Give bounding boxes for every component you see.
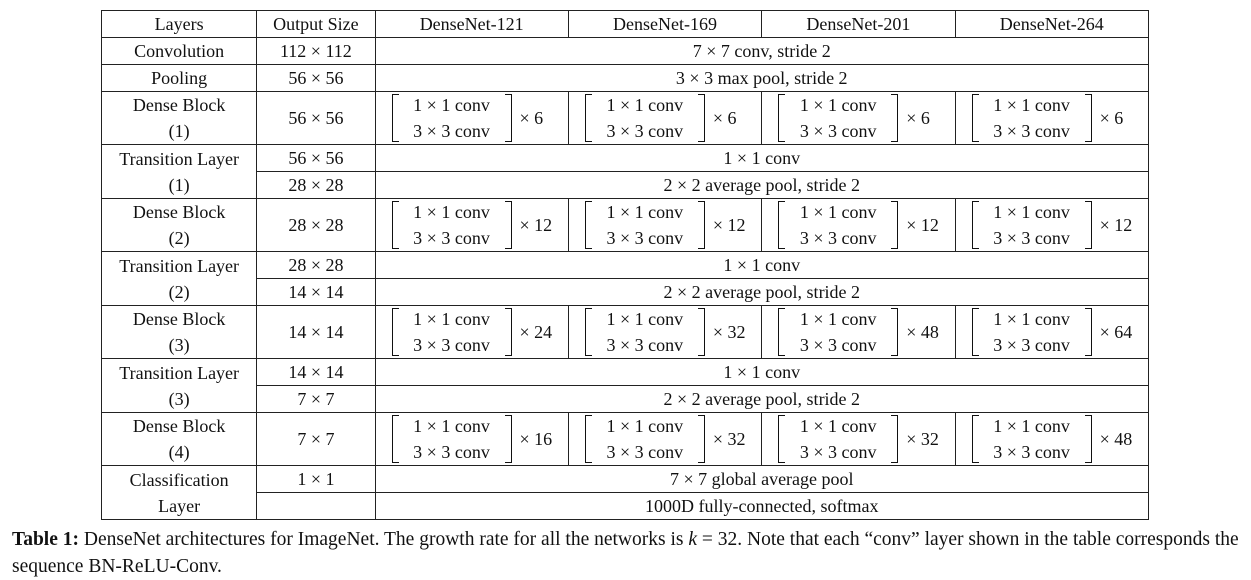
layer-name-line2: (1) [168,121,190,141]
block-multiplier: × 12 [1099,215,1133,235]
bracket-matrix [972,417,1092,461]
layer-name-line1: Classification [129,469,229,490]
layer-name-line2: (1) [168,174,190,195]
output-size-cell: 14 × 14 [257,279,375,306]
bracket-matrix [392,310,512,354]
layer-name-cell [102,252,257,306]
layer-name-line1: Transition Layer [119,255,240,276]
block-spec-cell [955,413,1148,466]
block-line-3x3: 3 × 3 conv [413,228,490,248]
layer-name-cell [102,145,257,199]
block-line-3x3: 3 × 3 conv [606,121,684,141]
table-row-transition-2b [102,279,1149,306]
header-densenet-201: DenseNet-201 [762,11,955,38]
block-multiplier: × 6 [1099,108,1124,128]
bracket-matrix [585,203,705,247]
table-row-transition-3b [102,386,1149,413]
block-spec-cell [762,413,955,466]
bracket-matrix [972,203,1092,247]
caption-text-part1: DenseNet architectures for ImageNet. The growth rate for all the networks is [79,529,689,550]
block-spec-cell [568,92,761,145]
layer-name-line2: (3) [168,388,190,409]
block-multiplier: × 32 [712,322,746,342]
header-layers: Layers [102,11,257,38]
bracket-matrix [778,203,898,247]
densenet-architecture-table-container [101,10,1149,520]
table-row-pooling [102,65,1149,92]
block-line-1x1: 1 × 1 conv [606,95,684,115]
block-spec-cell [955,306,1148,359]
block-multiplier: × 16 [519,429,553,449]
block-line-3x3: 3 × 3 conv [606,442,684,462]
bracket-matrix [392,417,512,461]
output-size-cell: 56 × 56 [257,145,375,172]
layer-name-cell [102,359,257,413]
header-densenet-264: DenseNet-264 [955,11,1148,38]
spec-cell: 1 × 1 conv [375,145,1149,172]
header-densenet-121: DenseNet-121 [375,11,568,38]
block-line-1x1: 1 × 1 conv [799,202,877,222]
block-multiplier: × 32 [906,429,939,449]
densenet-architecture-table [101,10,1149,520]
output-size-cell: 14 × 14 [257,359,375,386]
layer-name-line2: (2) [168,228,190,248]
block-multiplier: × 24 [519,322,553,342]
table-row-dense-block-1 [102,92,1149,145]
block-spec-cell [955,199,1148,252]
bracket-matrix [585,310,705,354]
table-row-dense-block-4 [102,413,1149,466]
block-line-3x3: 3 × 3 conv [993,442,1070,462]
block-multiplier: × 6 [519,108,544,128]
block-multiplier: × 6 [906,108,930,128]
spec-cell: 2 × 2 average pool, stride 2 [375,279,1149,306]
block-line-1x1: 1 × 1 conv [993,95,1070,115]
caption-k-symbol: k [688,529,697,550]
layer-name-cell [102,466,257,520]
caption-label: Table 1: [12,529,80,550]
layer-name-cell [102,413,257,466]
bracket-matrix [972,96,1092,140]
block-line-3x3: 3 × 3 conv [799,121,877,141]
layer-name-cell [102,92,257,145]
block-line-3x3: 3 × 3 conv [413,442,490,462]
block-spec-cell [568,306,761,359]
block-spec-cell [762,92,955,145]
bracket-matrix [778,310,898,354]
layer-name-line2: (2) [168,281,190,302]
output-size-cell: 28 × 28 [257,252,375,279]
block-line-3x3: 3 × 3 conv [413,335,490,355]
output-size-cell: 56 × 56 [257,92,375,145]
block-line-1x1: 1 × 1 conv [799,416,877,436]
block-spec-cell [375,413,568,466]
output-size-cell: 28 × 28 [257,172,375,199]
block-multiplier: × 64 [1099,322,1133,342]
spec-cell: 1000D fully-connected, softmax [375,493,1149,520]
table-row-transition-1a [102,145,1149,172]
block-multiplier: × 12 [712,215,746,235]
block-multiplier: × 12 [906,215,939,235]
block-line-3x3: 3 × 3 conv [799,228,877,248]
block-line-1x1: 1 × 1 conv [799,95,877,115]
table-row-transition-3a [102,359,1149,386]
bracket-matrix [392,96,512,140]
layer-name-line1: Dense Block [132,309,226,329]
block-spec-cell [568,199,761,252]
layer-name-line1: Dense Block [132,95,226,115]
block-line-3x3: 3 × 3 conv [799,442,877,462]
layer-name-line1: Dense Block [132,202,226,222]
block-line-3x3: 3 × 3 conv [993,121,1070,141]
spec-cell: 2 × 2 average pool, stride 2 [375,172,1149,199]
block-line-1x1: 1 × 1 conv [993,416,1070,436]
block-line-3x3: 3 × 3 conv [993,228,1070,248]
table-row-transition-2a [102,252,1149,279]
block-line-1x1: 1 × 1 conv [413,95,490,115]
output-size-cell: 7 × 7 [257,413,375,466]
bracket-matrix [585,96,705,140]
output-size-cell: 56 × 56 [257,65,375,92]
block-spec-cell [375,92,568,145]
block-spec-cell [955,92,1148,145]
bracket-matrix [778,417,898,461]
block-line-1x1: 1 × 1 conv [413,416,490,436]
bracket-matrix [585,417,705,461]
block-line-1x1: 1 × 1 conv [993,202,1070,222]
block-multiplier: × 6 [712,108,737,128]
output-size-cell: 14 × 14 [257,306,375,359]
bracket-matrix [972,310,1092,354]
table-row-dense-block-3 [102,306,1149,359]
spec-cell: 7 × 7 conv, stride 2 [375,38,1149,65]
block-line-1x1: 1 × 1 conv [606,202,684,222]
spec-cell: 2 × 2 average pool, stride 2 [375,386,1149,413]
layer-name-line2: Layer [158,495,201,516]
block-line-1x1: 1 × 1 conv [606,309,684,329]
block-line-3x3: 3 × 3 conv [413,121,490,141]
spec-cell: 3 × 3 max pool, stride 2 [375,65,1149,92]
spec-cell: 1 × 1 conv [375,252,1149,279]
block-line-3x3: 3 × 3 conv [606,228,684,248]
block-line-3x3: 3 × 3 conv [799,335,877,355]
block-line-1x1: 1 × 1 conv [993,309,1070,329]
output-size-cell: 112 × 112 [257,38,375,65]
block-spec-cell [568,413,761,466]
layer-name-cell [102,306,257,359]
table-row-dense-block-2 [102,199,1149,252]
block-line-1x1: 1 × 1 conv [413,309,490,329]
table-caption [12,526,1247,580]
block-line-1x1: 1 × 1 conv [799,309,877,329]
header-output-size: Output Size [257,11,375,38]
block-line-3x3: 3 × 3 conv [993,335,1070,355]
spec-cell: 1 × 1 conv [375,359,1149,386]
layer-name-cell [102,199,257,252]
header-row [102,11,1149,38]
block-line-1x1: 1 × 1 conv [413,202,490,222]
bracket-matrix [778,96,898,140]
block-multiplier: × 12 [519,215,553,235]
table-row-convolution [102,38,1149,65]
layer-name-line2: (4) [168,442,190,462]
block-spec-cell [762,199,955,252]
block-spec-cell [762,306,955,359]
block-multiplier: × 48 [1099,429,1133,449]
table-row-transition-1b [102,172,1149,199]
output-size-cell [257,493,375,520]
block-spec-cell [375,199,568,252]
layer-name-line1: Transition Layer [119,362,240,383]
caption-text-part2: = 32. Note that each “conv” layer shown in the table corresponds the sequence BN-ReLU-Conv. [12,529,1239,577]
table-row-classification-b [102,493,1149,520]
block-line-1x1: 1 × 1 conv [606,416,684,436]
spec-cell: 7 × 7 global average pool [375,466,1149,493]
layer-name-line2: (3) [168,335,190,355]
layer-name-line1: Transition Layer [119,148,240,169]
layer-name-line1: Dense Block [132,416,226,436]
layer-name-cell: Convolution [102,38,257,65]
block-spec-cell [375,306,568,359]
block-multiplier: × 32 [712,429,746,449]
output-size-cell: 7 × 7 [257,386,375,413]
block-line-3x3: 3 × 3 conv [606,335,684,355]
layer-name-cell: Pooling [102,65,257,92]
table-row-classification-a [102,466,1149,493]
output-size-cell: 1 × 1 [257,466,375,493]
block-multiplier: × 48 [906,322,939,342]
header-densenet-169: DenseNet-169 [568,11,761,38]
output-size-cell: 28 × 28 [257,199,375,252]
bracket-matrix [392,203,512,247]
